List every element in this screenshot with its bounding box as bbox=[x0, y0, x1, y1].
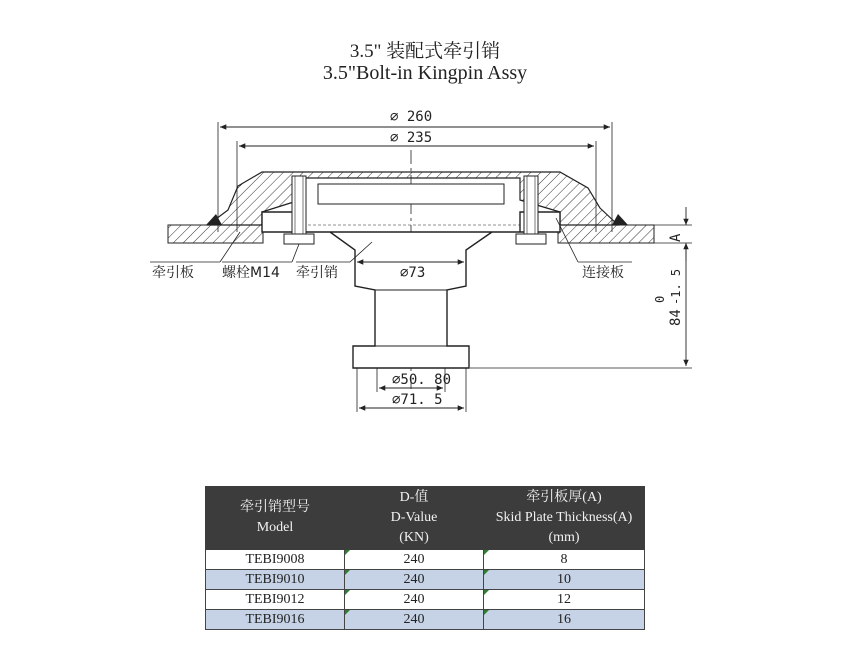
title-chinese: 3.5" 装配式牵引销 bbox=[349, 41, 501, 62]
cell-model: TEBI9016 bbox=[206, 610, 345, 630]
spec-table bbox=[205, 486, 645, 630]
cell-model: TEBI9010 bbox=[206, 570, 345, 590]
title-english: 3.5"Bolt-in Kingpin Assy bbox=[322, 62, 528, 84]
weld-right bbox=[612, 214, 628, 225]
dim-a-text: A bbox=[668, 233, 684, 242]
table-row bbox=[206, 570, 645, 590]
header-thickness: 牵引板厚(A) Skid Plate Thickness(A) (mm) bbox=[484, 487, 645, 550]
header-dvalue: D-值 D-Value (KN) bbox=[345, 487, 484, 550]
dim-84-text: 84 bbox=[668, 309, 684, 326]
cell-dvalue: 240 bbox=[345, 590, 484, 610]
table-row bbox=[206, 550, 645, 570]
table-row bbox=[206, 610, 645, 630]
cell-dvalue: 240 bbox=[345, 610, 484, 630]
dim-84-tol-lower: -1. 5 bbox=[669, 268, 683, 305]
table-header-row bbox=[206, 487, 645, 550]
cell-dvalue: 240 bbox=[345, 550, 484, 570]
cell-dvalue: 240 bbox=[345, 570, 484, 590]
label-bolt-text: 螺栓M14 bbox=[222, 265, 280, 281]
cell-thickness: 8 bbox=[484, 550, 645, 570]
dim-235-text: ∅ 235 bbox=[390, 130, 433, 146]
dim-5080-text: ∅50. 80 bbox=[392, 372, 452, 388]
dim-84-tol-upper: 0 bbox=[653, 295, 667, 303]
header-model: 牵引销型号 Model bbox=[206, 487, 345, 550]
dim-260-text: ∅ 260 bbox=[390, 109, 433, 125]
label-connect-plate-text: 连接板 bbox=[582, 265, 624, 281]
cell-model: TEBI9012 bbox=[206, 590, 345, 610]
label-kingpin-text: 牵引销 bbox=[296, 265, 338, 281]
table-row bbox=[206, 590, 645, 610]
cell-model: TEBI9008 bbox=[206, 550, 345, 570]
label-bolt bbox=[222, 244, 299, 281]
label-skid-plate-text: 牵引板 bbox=[152, 265, 194, 281]
cell-thickness: 10 bbox=[484, 570, 645, 590]
dimension-84 bbox=[470, 245, 692, 368]
cell-thickness: 12 bbox=[484, 590, 645, 610]
dimension-50-80 bbox=[377, 368, 451, 392]
dim-73-text: ∅73 bbox=[400, 265, 426, 281]
dim-715-text: ∅71. 5 bbox=[392, 392, 443, 408]
cell-thickness: 16 bbox=[484, 610, 645, 630]
